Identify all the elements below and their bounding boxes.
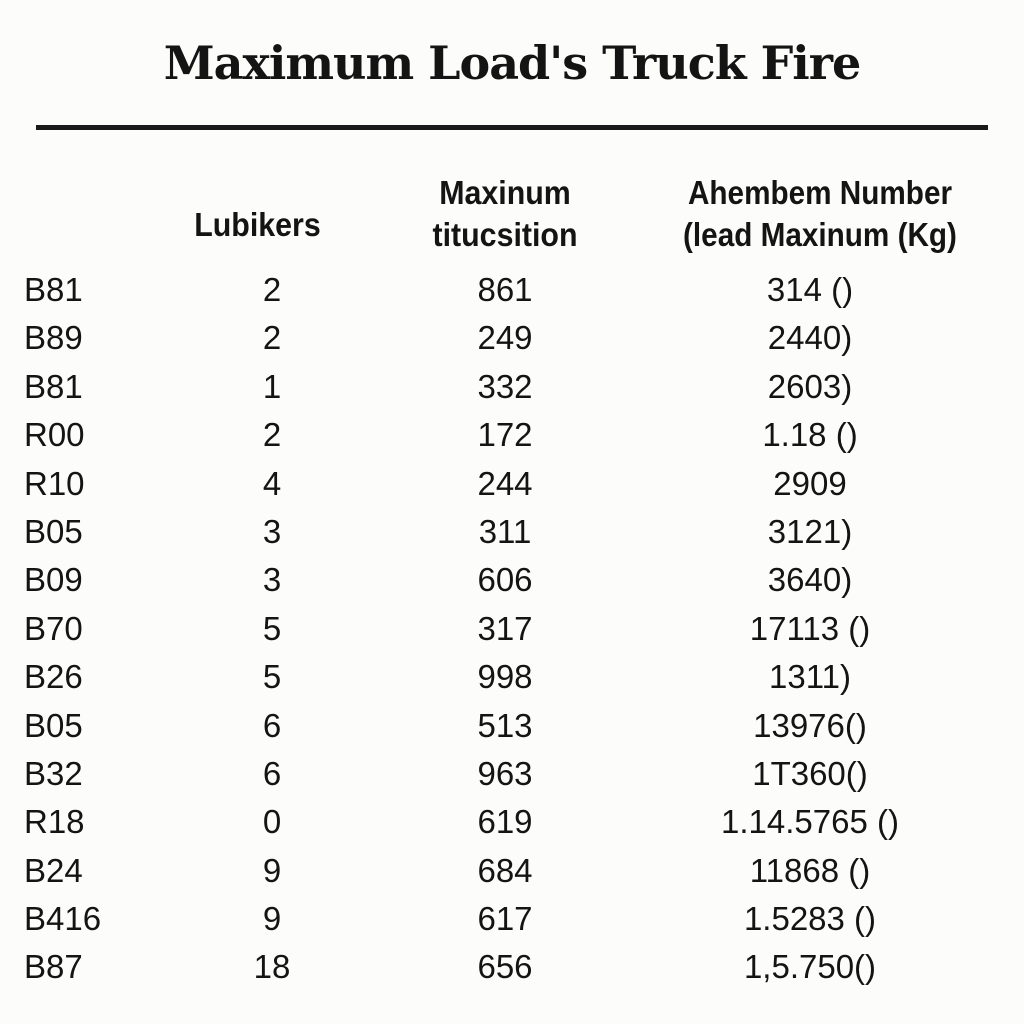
table-row: [0, 847, 1024, 895]
lubikers-cell: 2: [262, 416, 282, 454]
lubikers-cell: 5: [262, 658, 282, 696]
table-row: [0, 750, 1024, 798]
titucsition-cell: 606: [477, 561, 533, 599]
table-row: [0, 895, 1024, 943]
titucsition-cell: 332: [477, 367, 533, 405]
lubikers-cell: 6: [262, 706, 282, 744]
page-title: Maximum Load's Truck Fire: [163, 36, 861, 90]
lubikers-cell: 3: [262, 512, 282, 550]
row-id-cell: B81: [24, 367, 83, 405]
column-header-line: Ahembem Number: [687, 174, 953, 211]
table-row: [0, 798, 1024, 846]
titucsition-cell: 656: [477, 948, 533, 986]
lubikers-cell: 1: [262, 367, 282, 405]
table-body: [0, 266, 1024, 992]
table-row: [0, 943, 1024, 991]
row-id-cell: B70: [24, 609, 83, 647]
titucsition-cell: 311: [478, 512, 532, 550]
titucsition-cell: 684: [477, 851, 533, 889]
lubikers-cell: 0: [262, 803, 282, 841]
titucsition-cell: 249: [477, 319, 533, 357]
table-row: [0, 460, 1024, 508]
load-cell: 1.18 (): [762, 416, 858, 454]
row-id-cell: R18: [24, 803, 85, 841]
load-cell: 1311): [769, 658, 851, 696]
load-cell: 1.5283 (): [743, 900, 877, 938]
titucsition-cell: 963: [477, 754, 533, 792]
column-header-load-maxinum: [658, 172, 982, 256]
table-row: [0, 702, 1024, 750]
row-id-cell: R00: [24, 416, 85, 454]
column-header-lubikers: [177, 204, 338, 246]
row-id-cell: B416: [24, 900, 102, 938]
row-id-cell: B24: [24, 851, 83, 889]
load-cell: 3121): [767, 512, 853, 550]
titucsition-cell: 172: [477, 416, 533, 454]
table-row: [0, 653, 1024, 701]
title-divider: [36, 125, 988, 130]
lubikers-cell: 3: [262, 561, 282, 599]
lubikers-cell: 2: [262, 319, 282, 357]
load-cell: 2440): [767, 319, 853, 357]
lubikers-cell: 4: [262, 464, 282, 502]
table-row: [0, 605, 1024, 653]
row-id-cell: B05: [24, 512, 83, 550]
load-cell: 17113 (): [749, 609, 871, 647]
load-cell: 2603): [767, 367, 853, 405]
lubikers-cell: 5: [262, 609, 282, 647]
table-row: [0, 363, 1024, 411]
load-cell: 1T360(): [752, 754, 868, 792]
row-id-cell: B32: [24, 754, 83, 792]
load-cell: 3640): [767, 561, 853, 599]
load-cell: 13976(): [753, 706, 867, 744]
column-header-maxinum-titucsition: [413, 172, 597, 256]
load-cell: 314 (): [766, 271, 854, 308]
load-cell: 1.14.5765 (): [721, 803, 899, 841]
titucsition-cell: 617: [477, 900, 533, 938]
row-id-cell: R10: [24, 464, 85, 502]
titucsition-cell: 244: [477, 464, 533, 502]
load-cell: 1,5.750(): [743, 948, 877, 986]
column-header-line: Lubikers: [194, 206, 321, 243]
lubikers-cell: 9: [262, 851, 282, 889]
lubikers-cell: 18: [253, 948, 291, 986]
row-id-cell: B81: [24, 271, 83, 308]
titucsition-cell: 861: [477, 271, 533, 308]
load-cell: 11868 (): [749, 851, 871, 889]
table-row: [0, 556, 1024, 604]
table-row: [0, 266, 1024, 314]
row-id-cell: B09: [24, 561, 83, 599]
table-row: [0, 411, 1024, 459]
row-id-cell: B89: [24, 319, 83, 357]
row-id-cell: B26: [24, 658, 83, 696]
column-header-line: (lead Maxinum (Kg): [683, 216, 957, 253]
table-row: [0, 508, 1024, 556]
lubikers-cell: 9: [262, 900, 282, 938]
titucsition-cell: 619: [477, 803, 533, 841]
titucsition-cell: 998: [477, 658, 533, 696]
lubikers-cell: 6: [262, 754, 282, 792]
lubikers-cell: 2: [262, 271, 282, 308]
load-cell: 2909: [773, 464, 847, 502]
column-header-line: Maxinum: [439, 174, 571, 211]
titucsition-cell: 317: [477, 609, 533, 647]
row-id-cell: B05: [24, 706, 83, 744]
titucsition-cell: 513: [477, 706, 533, 744]
column-header-line: titucsition: [432, 216, 578, 253]
row-id-cell: B87: [24, 948, 83, 986]
table-row: [0, 314, 1024, 362]
